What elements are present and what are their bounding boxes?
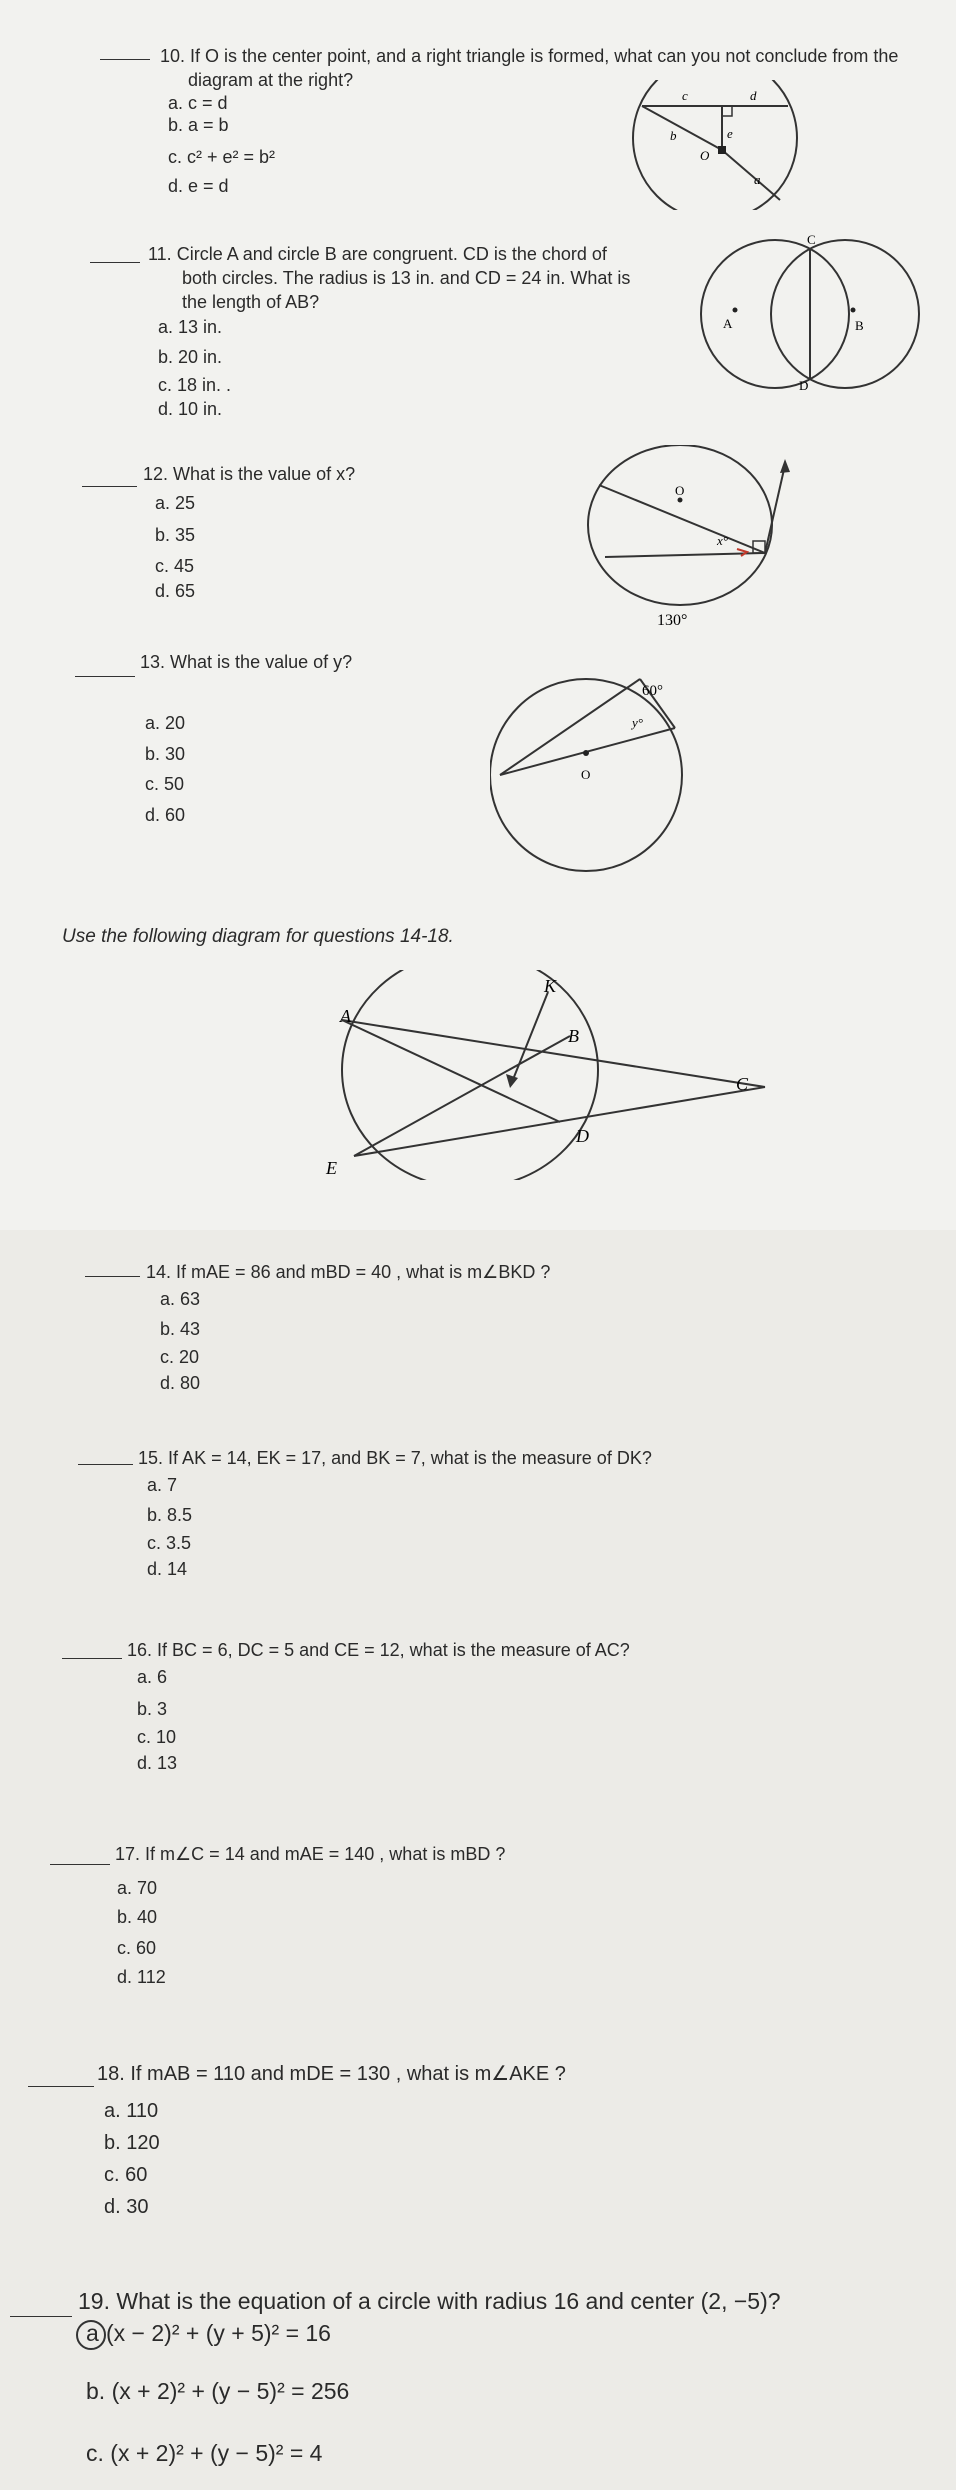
choice[interactable]: c. c² + e² = b² — [168, 147, 276, 167]
question-number: 12. — [143, 464, 169, 484]
label-b: b — [670, 128, 677, 143]
choice[interactable]: d. 14 — [147, 1559, 188, 1579]
center-point — [678, 498, 683, 503]
label-d: D — [799, 378, 809, 390]
choice[interactable]: c. 60 — [117, 1938, 157, 1958]
question-18 — [97, 2062, 566, 2086]
answer-blank-13[interactable] — [75, 676, 135, 677]
choice[interactable]: c. 20 — [160, 1347, 200, 1367]
two-circles-diagram-q11 — [695, 230, 925, 390]
question-10 — [160, 44, 920, 92]
question-number: 14. — [146, 1262, 172, 1282]
question-number: 10. — [160, 46, 186, 66]
choice[interactable]: c. 3.5 — [147, 1533, 192, 1553]
question-text: If O is the center point, and a right triangle is formed, what can you not conclude from the — [190, 46, 899, 66]
choice[interactable]: b. 43 — [160, 1319, 201, 1339]
choice[interactable]: a. 70 — [117, 1878, 158, 1898]
choice[interactable]: c. 45 — [155, 556, 195, 576]
right-angle-mark — [722, 106, 732, 116]
question-16 — [127, 1638, 630, 1662]
choice[interactable]: c. (x + 2)² + (y − 5)² = 4 — [86, 2440, 323, 2466]
question-number: 18. — [97, 2063, 125, 2085]
choice[interactable]: c. 18 in. . — [158, 375, 232, 395]
choice[interactable]: d. 65 — [155, 581, 196, 601]
circle-diagram-14-18 — [320, 970, 780, 1180]
choice[interactable]: d. 60 — [145, 805, 186, 825]
label-b: B — [568, 1026, 579, 1046]
answer-blank-11[interactable] — [90, 262, 140, 263]
answer-blank-12[interactable] — [82, 486, 137, 487]
circle-diagram-q12 — [585, 445, 795, 635]
label-y: y° — [632, 715, 643, 730]
question-text: If BC = 6, DC = 5 and CE = 12, what is the measure of AC? — [157, 1640, 630, 1660]
choice[interactable]: a. 63 — [160, 1289, 201, 1309]
circle-outline — [342, 970, 598, 1180]
choice[interactable]: d. 30 — [104, 2196, 149, 2218]
choice[interactable]: b. 8.5 — [147, 1505, 193, 1525]
choice[interactable]: b. 20 in. — [158, 347, 223, 367]
choice[interactable]: a. 110 — [104, 2100, 159, 2122]
answer-blank-16[interactable] — [62, 1658, 122, 1659]
center-b — [851, 308, 856, 313]
center-point — [583, 750, 589, 756]
choice[interactable]: b. a = b — [168, 115, 229, 135]
question-text: Circle A and circle B are congruent. CD is the chord of — [176, 244, 607, 264]
choice[interactable]: b. 3 — [137, 1699, 168, 1719]
choice[interactable]: d. e = d — [168, 176, 229, 196]
label-c: C — [736, 1074, 749, 1094]
label-e: e — [727, 126, 733, 141]
choice[interactable]: (x − 2)² + (y + 5)² = 16 — [106, 2320, 331, 2346]
question-text: What is the value of y? — [170, 652, 353, 672]
question-text: If mAE = 86 and mBD = 40 , what is m∠BKD ? — [176, 1262, 551, 1282]
label-a: A — [340, 1006, 351, 1026]
question-number: 16. — [127, 1640, 153, 1660]
choice[interactable]: a. 7 — [147, 1475, 178, 1495]
label-x: x° — [717, 533, 728, 548]
label-b: B — [855, 318, 864, 333]
circle-diagram-q13 — [490, 665, 710, 880]
segment-b — [642, 106, 722, 150]
center-point — [718, 146, 726, 154]
choice[interactable]: b. (x + 2)² + (y − 5)² = 256 — [86, 2378, 350, 2404]
label-o: O — [700, 148, 710, 163]
question-number: 15. — [138, 1448, 164, 1468]
instruction-text: Use the following diagram for questions 14-18. — [62, 926, 454, 947]
choice[interactable]: a. 13 in. — [158, 317, 223, 337]
label-a: a — [754, 172, 761, 187]
question-text: What is the equation of a circle with radius 16 and center (2, −5)? — [116, 2288, 781, 2314]
center-a — [733, 308, 738, 313]
arrow-head — [506, 1074, 518, 1088]
label-d: d — [750, 88, 757, 103]
question-19 — [78, 2286, 781, 2316]
choice[interactable]: c. 50 — [145, 774, 185, 794]
chord — [500, 679, 640, 775]
label-o: O — [581, 767, 591, 782]
question-text: diagram at the right? — [188, 70, 354, 90]
choice[interactable]: d. 80 — [160, 1373, 201, 1393]
label-e: E — [326, 1158, 337, 1178]
angle-arc-mark — [737, 549, 747, 556]
label-c: c — [682, 88, 688, 103]
question-text: the length of AB? — [182, 292, 320, 312]
choice[interactable]: a. 25 — [155, 493, 196, 513]
answer-blank-10[interactable] — [100, 59, 150, 60]
question-text: What is the value of x? — [173, 464, 356, 484]
circle-outline — [588, 445, 772, 605]
choice[interactable]: b. 30 — [145, 744, 186, 764]
label-c: C — [807, 232, 816, 247]
question-text: If mAB = 110 and mDE = 130 , what is m∠AKE ? — [130, 2063, 566, 2085]
question-number: 17. — [115, 1844, 141, 1864]
choice[interactable]: d. 10 in. — [158, 399, 223, 419]
choice[interactable]: b. 120 — [104, 2132, 160, 2154]
choice[interactable]: c. 60 — [104, 2164, 148, 2186]
answer-blank-15[interactable] — [78, 1464, 133, 1465]
question-text: If m∠C = 14 and mAE = 140 , what is mBD ? — [145, 1844, 506, 1864]
choice[interactable]: b. 40 — [117, 1907, 158, 1927]
circle-diagram-q10 — [630, 80, 800, 210]
choice[interactable]: a. c = d — [168, 93, 228, 113]
arrow-k — [512, 992, 548, 1082]
question-number: 19. — [78, 2288, 110, 2314]
answer-blank-17[interactable] — [50, 1864, 110, 1865]
label-o: O — [675, 483, 685, 498]
question-17 — [115, 1842, 505, 1866]
label-k: K — [544, 976, 557, 996]
question-15 — [138, 1446, 652, 1470]
secant-ac — [342, 1020, 765, 1087]
choice[interactable]: d. 112 — [117, 1967, 166, 1987]
question-11 — [148, 242, 688, 314]
label-arc: 130° — [657, 612, 688, 629]
question-text: both circles. The radius is 13 in. and CD = 24 in. What is — [182, 268, 631, 288]
radius-a — [722, 150, 780, 200]
choice[interactable]: c. 10 — [137, 1727, 177, 1747]
circle-outline — [633, 80, 797, 210]
label-d: D — [576, 1126, 589, 1146]
answer-blank-19[interactable] — [10, 2316, 72, 2317]
circle-a — [701, 240, 849, 388]
choice[interactable]: a. 6 — [137, 1667, 168, 1687]
arrow-head — [780, 459, 790, 473]
question-14 — [146, 1260, 550, 1284]
choice-selected-letter: a — [86, 2320, 99, 2346]
choice[interactable]: d. 13 — [137, 1753, 178, 1773]
tangent — [765, 465, 785, 553]
answer-blank-18[interactable] — [28, 2086, 94, 2087]
question-text: If AK = 14, EK = 17, and BK = 7, what is the measure of DK? — [168, 1448, 652, 1468]
answer-blank-14[interactable] — [85, 1276, 140, 1277]
label-a: A — [723, 316, 733, 331]
choice[interactable]: a. 20 — [145, 713, 186, 733]
chord-ad — [342, 1020, 560, 1122]
choice[interactable]: b. 35 — [155, 525, 196, 545]
question-number: 13. — [140, 652, 166, 672]
question-12 — [143, 462, 355, 486]
question-number: 11. — [148, 244, 172, 264]
question-13 — [140, 650, 352, 674]
circle-b — [771, 240, 919, 388]
label-arc: 60° — [642, 683, 663, 699]
